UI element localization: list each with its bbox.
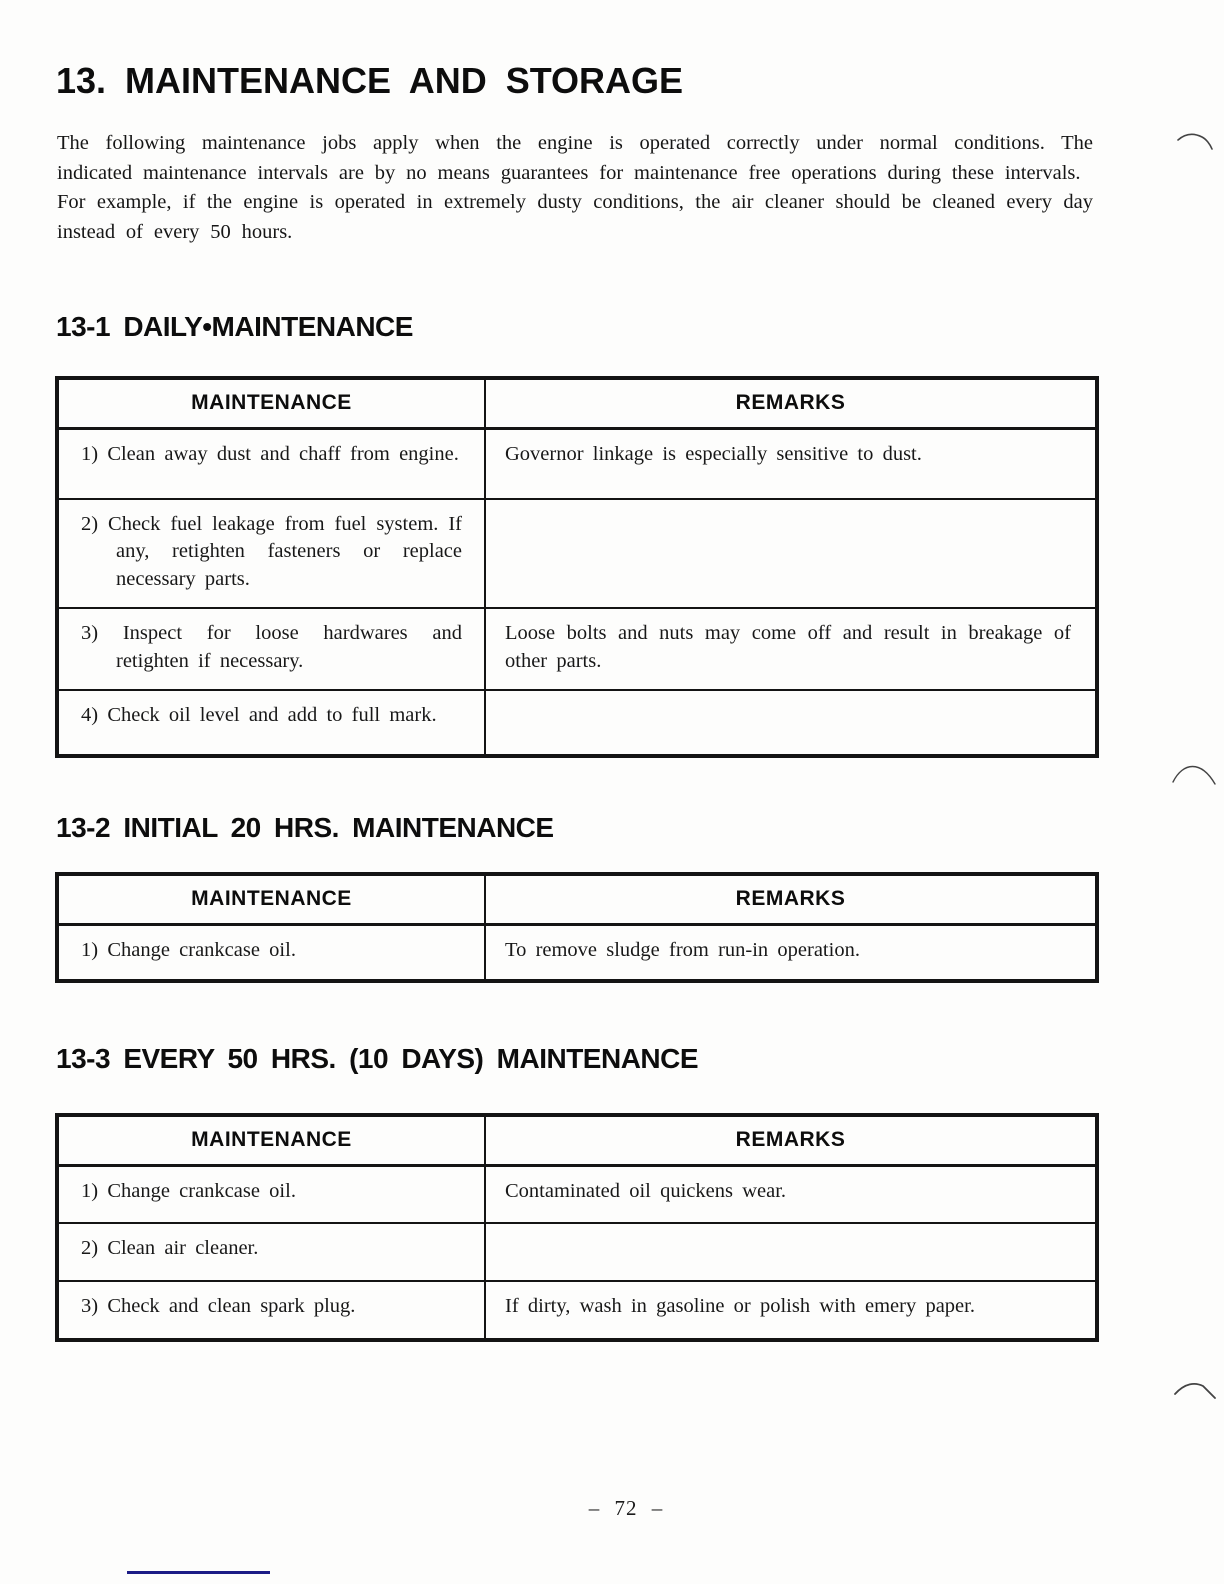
table-header-row [57,874,1097,925]
item-number: 2) [81,1236,99,1259]
maintenance-cell [57,1281,485,1340]
remarks-cell [485,1223,1097,1281]
remarks-cell: To remove sludge from run-in operation. [485,925,1097,981]
maintenance-cell [57,690,485,756]
scan-artifact-line [127,1571,270,1574]
table-row [57,1281,1097,1340]
maintenance-cell [57,1166,485,1223]
table-row [57,925,1097,981]
remarks-cell: Contaminated oil quickens wear. [485,1166,1097,1223]
table-row [57,608,1097,690]
table-row [57,1223,1097,1281]
intro-paragraph-1: The following maintenance jobs apply when the engine is operated correctly under normal conditions. The indicated maintenance intervals are by no means guarantees for maintenance free operations during these intervals. [57,132,1093,184]
item-text: Check oil level and add to full mark. [107,704,437,726]
daily-maintenance-table [55,376,1099,758]
item-number: 3) [81,622,99,644]
every-50hrs-maintenance-table [55,1113,1099,1342]
scan-artifact-arc [1176,130,1214,152]
remarks-cell: Governor linkage is especially sensitive to dust. [485,429,1097,499]
scan-artifact-arc [1173,1378,1217,1400]
item-text: Check fuel leakage from fuel system. If any, retighten fasteners or replace necessary parts. [108,512,462,590]
page-number: – 72 – [588,1496,664,1520]
table-row [57,690,1097,756]
item-text: Clean air cleaner. [107,1236,259,1259]
table-row [57,499,1097,609]
item-text: Change crankcase oil. [107,1180,296,1202]
intro-paragraph-2: For example, if the engine is operated in extremely dusty conditions, the air cleaner should be cleaned every day instead of every 50 hours. [57,191,1093,243]
maintenance-cell [57,925,485,981]
page-title: 13. MAINTENANCE AND STORAGE [56,60,684,101]
column-header-maintenance: MAINTENANCE [57,874,485,925]
remarks-cell: If dirty, wash in gasoline or polish with emery paper. [485,1281,1097,1340]
item-text: Check and clean spark plug. [107,1294,356,1317]
item-number: 3) [81,1294,99,1317]
initial-20hrs-maintenance-table [55,872,1099,983]
column-header-maintenance: MAINTENANCE [57,1115,485,1166]
item-number: 2) [81,512,99,535]
remarks-cell [485,690,1097,756]
item-text: Clean away dust and chaff from engine. [107,443,459,465]
remarks-cell [485,499,1097,609]
table-header-row [57,1115,1097,1166]
item-text: Change crankcase oil. [107,939,296,961]
table-row [57,1166,1097,1223]
maintenance-cell [57,1223,485,1281]
intro-text [57,129,1093,247]
remarks-cell: Loose bolts and nuts may come off and result in breakage of other parts. [485,608,1097,690]
maintenance-cell [57,608,485,690]
column-header-maintenance: MAINTENANCE [57,378,485,429]
item-number: 4) [81,704,99,726]
column-header-remarks: REMARKS [485,1115,1097,1166]
maintenance-cell [57,429,485,499]
scan-artifact-arc [1171,758,1217,788]
item-text: Inspect for loose hardwares and retighten if necessary. [116,622,462,672]
section-heading-13-3: 13-3 EVERY 50 HRS. (10 DAYS) MAINTENANCE [56,1043,699,1074]
section-heading-13-1: 13-1 DAILY•MAINTENANCE [56,311,413,342]
item-number: 1) [81,939,99,961]
column-header-remarks: REMARKS [485,378,1097,429]
section-heading-13-2: 13-2 INITIAL 20 HRS. MAINTENANCE [56,812,554,843]
table-header-row [57,378,1097,429]
maintenance-cell [57,499,485,609]
column-header-remarks: REMARKS [485,874,1097,925]
table-row [57,429,1097,499]
item-number: 1) [81,443,99,465]
item-number: 1) [81,1180,99,1202]
